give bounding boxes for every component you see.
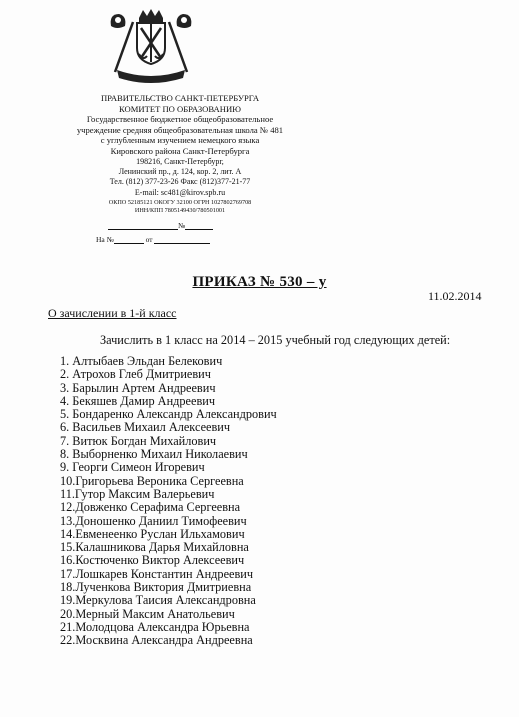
letterhead-line: ПРАВИТЕЛЬСТВО САНКТ-ПЕТЕРБУРГА [100,93,260,103]
blank-number-line [185,229,213,230]
list-item: 12.Довженко Серафима Сергеевна [60,500,241,515]
letterhead-line: учреждение средняя общеобразовательная школа № 481 [76,124,284,135]
registration-codes [40,199,320,215]
order-intro: Зачислить в 1 класс на 2014 – 2015 учебный год следующих детей: [100,333,451,347]
reference-line [96,235,210,244]
ref-from-label: от [145,235,153,244]
list-item: 13.Доношенко Даниил Тимофеевич [60,513,247,528]
order-subject: О зачислении в 1-й класс [48,306,177,320]
list-item: 21.Молодцова Александра Юрьевна [60,619,250,634]
list-item: 19.Меркулова Таисия Александровна [60,593,256,608]
address-line: Тел. (812) 377-23-26 Факс (812)377-21-77 [109,177,251,187]
list-item: 18.Лученкова Виктория Дмитриевна [60,580,252,595]
list-item: 17.Лошкарев Константин Андреевич [60,566,254,581]
letterhead-line: с углубленным изучением немецкого языка [100,135,260,145]
outgoing-number-line [108,221,213,230]
student-list [60,355,277,648]
list-item: 10.Григорьева Вероника Сергеевна [60,473,244,488]
blank-date-line [108,229,178,230]
blank-ref-number [114,243,144,244]
codes-line: ОКПО 52185121 ОКОГУ 32100 ОГРН 1027802769708 [108,199,252,206]
list-item: 5. Бондаренко Александр Александрович [60,407,277,422]
list-item: 7. Витюк Богдан Михайлович [60,433,217,448]
order-date: 11.02.2014 [428,289,482,303]
ref-number-label: На № [96,235,114,244]
list-item: 22.Москвина Александра Андреевна [60,633,253,648]
list-item: 9. Георги Симеон Игоревич [60,460,205,475]
list-item: 8. Выборненко Михаил Николаевич [60,447,248,462]
list-item: 4. Бекяшев Дамир Андреевич [60,393,216,408]
letterhead-line: Кировского района Санкт-Петербурга [110,145,250,156]
list-item: 6. Васильев Михаил Алексеевич [60,420,231,435]
list-item: 16.Костюченко Виктор Алексеевич [60,553,245,568]
letterhead-address [40,157,320,198]
spb-coat-of-arms-icon [103,8,199,88]
list-item: 1. Алтыбаев Эльдан Белекович [60,354,223,368]
list-item: 3. Барылин Артем Андреевич [60,380,216,395]
blank-ref-date [154,243,210,244]
list-item: 15.Калашникова Дарья Михайловна [60,540,249,555]
email-line: E-mail: sc481@kirov.spb.ru [134,187,226,197]
codes-line: ИНН/КПП 7805149430/780501001 [134,207,226,214]
address-line: Ленинский пр., д. 124, кор. 2, лит. А [118,167,242,177]
list-item: 14.Евменеенко Руслан Ильхамович [60,526,245,541]
letterhead-line: КОМИТЕТ ПО ОБРАЗОВАНИЮ [119,103,241,114]
order-title: ПРИКАЗ № 530 – у [192,274,327,290]
list-item: 20.Мерный Максим Анатольевич [60,606,235,621]
list-item: 2. Атрохов Глеб Дмитриевич [60,367,211,382]
address-line: 198216, Санкт-Петербург, [136,157,224,166]
letterhead-organization [40,93,320,156]
list-item: 11.Гутор Максим Валерьевич [60,486,215,501]
letterhead-line: Государственное бюджетное общеобразовательное [86,114,274,124]
number-sign: № [178,221,186,230]
